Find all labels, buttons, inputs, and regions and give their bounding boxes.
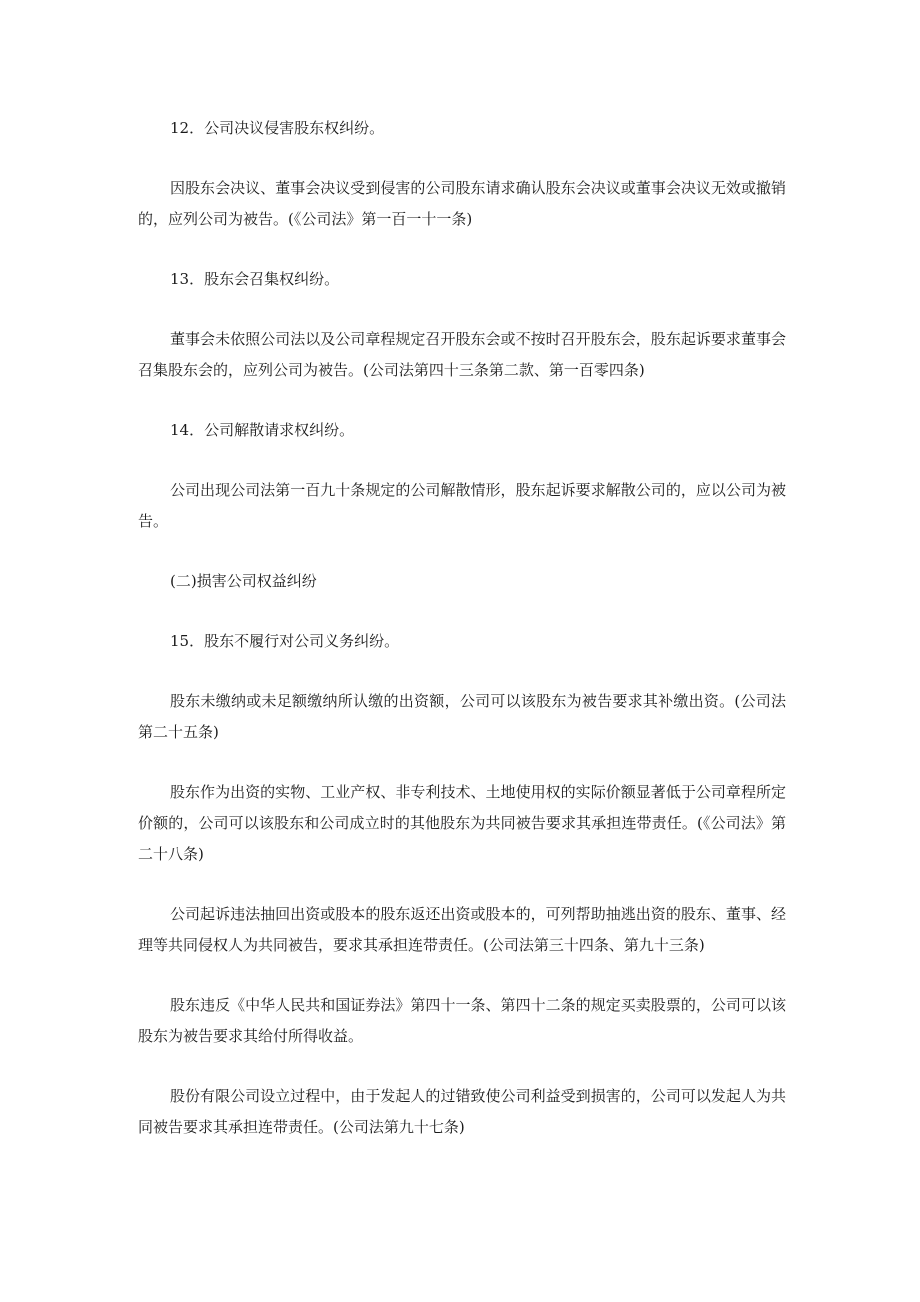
paragraph-15-body-4: 股东违反《中华人民共和国证券法》第四十一条、第四十二条的规定买卖股票的，公司可以该股东为被告要求其给付所得收益。	[138, 996, 786, 1045]
paragraph-15-body-2: 股东作为出资的实物、工业产权、非专利技术、土地使用权的实际价额显著低于公司章程所定价额的，公司可以该股东和公司成立时的其他股东为共同被告要求其承担连带责任。(《公司法》第二十八条)	[138, 783, 786, 863]
paragraph-15-body-5: 股份有限公司设立过程中，由于发起人的过错致使公司利益受到损害的，公司可以发起人为共同被告要求其承担连带责任。(公司法第九十七条)	[138, 1087, 786, 1136]
section-heading-14: 14．公司解散请求权纠纷。	[170, 421, 355, 439]
section-heading-12: 12．公司决议侵害股东权纠纷。	[170, 119, 385, 137]
section-heading-13: 13．股东会召集权纠纷。	[170, 270, 340, 288]
paragraph-14-body: 公司出现公司法第一百九十条规定的公司解散情形，股东起诉要求解散公司的，应以公司为被告。	[138, 481, 786, 530]
section-heading-15: 15．股东不履行对公司义务纠纷。	[170, 632, 400, 650]
paragraph-13-body: 董事会未依照公司法以及公司章程规定召开股东会或不按时召开股东会，股东起诉要求董事会召集股东会的，应列公司为被告。(公司法第四十三条第二款、第一百零四条)	[138, 330, 786, 379]
paragraph-15-body-1: 股东未缴纳或未足额缴纳所认缴的出资额，公司可以该股东为被告要求其补缴出资。(公司法第二十五条)	[138, 692, 786, 741]
paragraph-12-body: 因股东会决议、董事会决议受到侵害的公司股东请求确认股东会决议或董事会决议无效或撤销的，应列公司为被告。(《公司法》第一百一十一条)	[138, 179, 786, 228]
document-body	[138, 113, 786, 1172]
section-heading-part-2: (二)损害公司权益纠纷	[170, 572, 317, 590]
paragraph-15-body-3: 公司起诉违法抽回出资或股本的股东返还出资或股本的，可列帮助抽逃出资的股东、董事、经理等共同侵权人为共同被告，要求其承担连带责任。(公司法第三十四条、第九十三条)	[138, 905, 786, 954]
